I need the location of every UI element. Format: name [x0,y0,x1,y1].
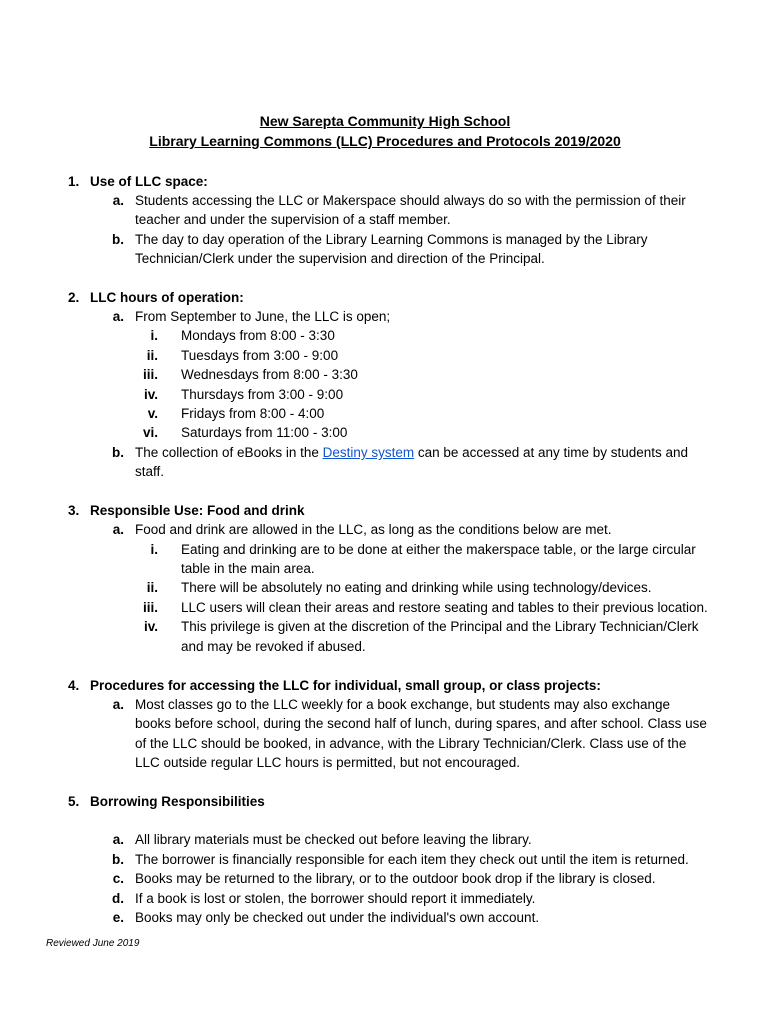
section-title: Borrowing Responsibilities [90,794,265,809]
item-label: b. [112,445,124,460]
school-name-heading: New Sarepta Community High School [259,113,511,129]
section-3-heading [68,501,305,520]
section-4-heading [68,676,601,695]
section-number: 2. [68,290,80,305]
subitem-label: v. [147,406,158,421]
item-label: e. [112,910,124,925]
item-text: Technician/Clerk under the supervision and direction of the Principal. [135,251,545,266]
subitem-text: Mondays from 8:00 - 3:30 [181,328,335,343]
item-text: books before school, during the second half of lunch, during spares, and after school. Class use [135,716,707,731]
subitem-label: i. [150,542,158,557]
section-title: LLC hours of operation: [90,290,244,305]
subitem-text: Eating and drinking are to be done at either the makerspace table, or the large circular [181,542,696,557]
subitem-label: iii. [142,600,158,615]
item-text: The day to day operation of the Library Learning Commons is managed by the Library [135,232,648,247]
subitem-label: iv. [143,619,158,634]
item-label: a. [112,193,124,208]
review-date-footer: Reviewed June 2019 [46,938,140,949]
item-text: If a book is lost or stolen, the borrower should report it immediately. [135,891,536,906]
item-text: LLC outside regular LLC hours is permitted, but not encouraged. [135,755,520,770]
item-text-after-link: can be accessed at any time by students and [414,445,689,460]
item-text: Most classes go to the LLC weekly for a book exchange, but students may also exchange [135,697,671,712]
item-text-before-link: The collection of eBooks in the [135,445,323,460]
section-5-heading [68,792,265,811]
subitem-label: ii. [146,580,158,595]
section-title: Procedures for accessing the LLC for individual, small group, or class projects: [90,678,601,693]
section-2-heading [68,288,244,307]
item-label: a. [112,309,124,324]
section-number: 4. [68,678,80,693]
item-text: teacher and under the supervision of a staff member. [135,212,451,227]
subitem-text: Fridays from 8:00 - 4:00 [181,406,325,421]
item-label: b. [112,852,124,867]
subitem-label: iv. [143,387,158,402]
item-text: Books may only be checked out under the individual's own account. [135,910,540,925]
section-number: 3. [68,503,80,518]
item-text: Food and drink are allowed in the LLC, as long as the conditions below are met. [135,522,612,537]
item-text: of the LLC should be booked, in advance, with the Library Technician/Clerk. Class use of the [135,736,687,751]
subitem-label: ii. [146,348,158,363]
item-text: The borrower is financially responsible for each item they check out until the item is returned. [135,852,689,867]
subitem-label: iii. [142,367,158,382]
section-number: 1. [68,174,80,189]
item-label: a. [112,832,124,847]
subitem-text: Saturdays from 11:00 - 3:00 [181,425,348,440]
item-text: From September to June, the LLC is open; [135,309,391,324]
item-label: a. [112,697,124,712]
item-label: d. [112,891,124,906]
item-text: Students accessing the LLC or Makerspace should always do so with the permission of their [135,193,686,208]
section-number: 5. [68,794,80,809]
subitem-text: Thursdays from 3:00 - 9:00 [181,387,344,402]
item-text: staff. [135,464,165,479]
subitem-text: Wednesdays from 8:00 - 3:30 [181,367,358,382]
subitem-text: Tuesdays from 3:00 - 9:00 [181,348,339,363]
subitem-text: and may be revoked if abused. [181,639,366,654]
document-title-heading: Library Learning Commons (LLC) Procedures and Protocols 2019/2020 [149,133,621,149]
section-1-heading [68,172,208,191]
subitem-text: LLC users will clean their areas and restore seating and tables to their previous location. [181,600,708,615]
item-label: a. [112,522,124,537]
section-title: Use of LLC space: [90,174,208,189]
subitem-text: There will be absolutely no eating and drinking while using technology/devices. [181,580,652,595]
subitem-text: table in the main area. [181,561,315,576]
item-text: Books may be returned to the library, or to the outdoor book drop if the library is closed. [135,871,656,886]
destiny-system-link[interactable]: Destiny system [322,445,415,460]
subitem-label: vi. [142,425,158,440]
item-label: b. [112,232,124,247]
subitem-label: i. [150,328,158,343]
section-title: Responsible Use: Food and drink [90,503,305,518]
item-text: All library materials must be checked out before leaving the library. [135,832,532,847]
item-text [135,443,688,462]
item-label: c. [112,871,124,886]
subitem-text: This privilege is given at the discretion of the Principal and the Library Technician/Clerk [181,619,699,634]
